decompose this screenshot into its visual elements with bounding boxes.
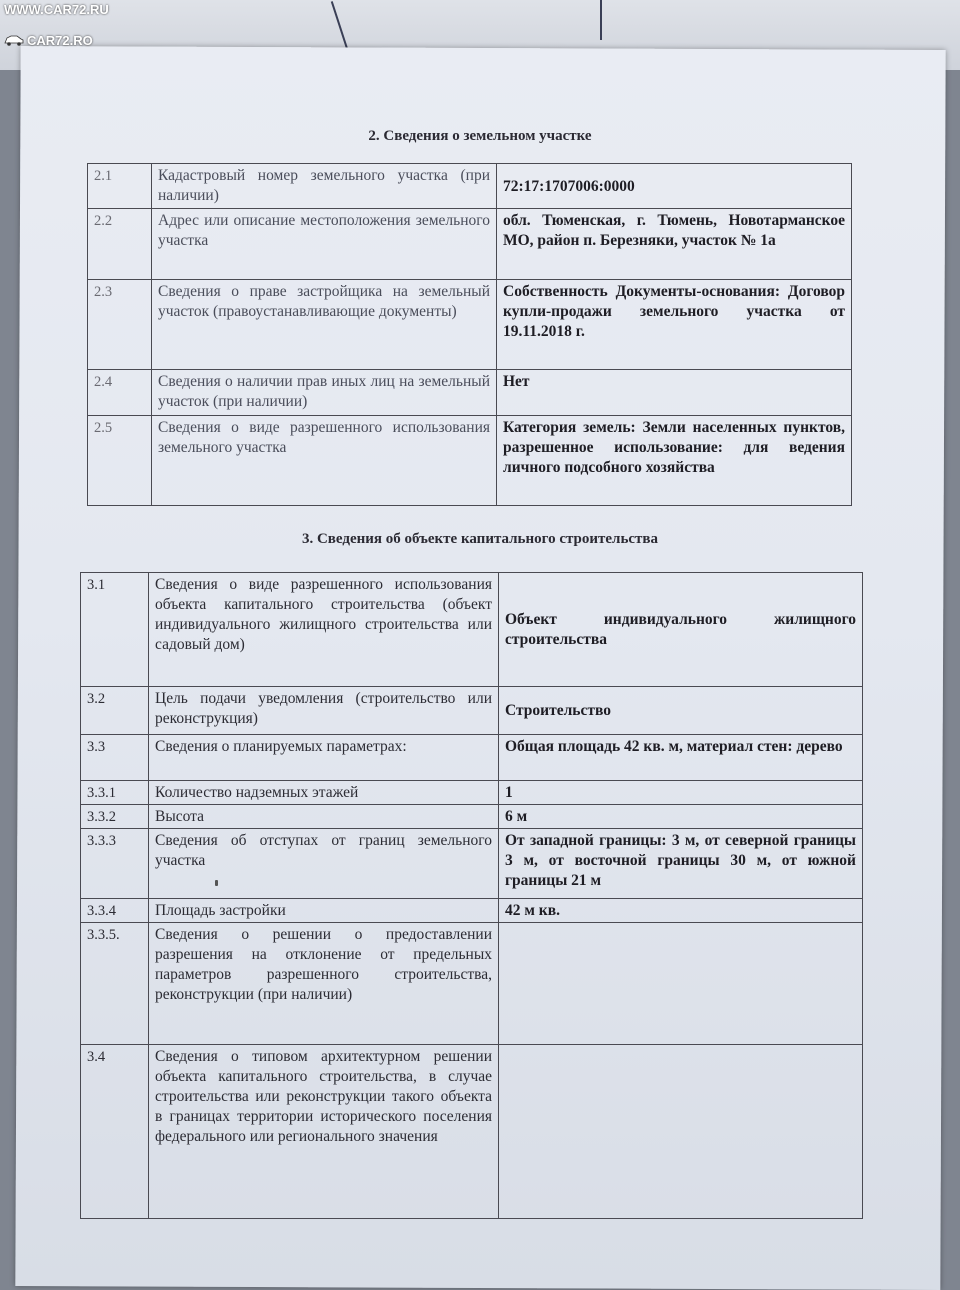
row-value: Строительство <box>499 687 863 735</box>
row-label: Сведения о наличии прав иных лиц на земельный участок (при наличии) <box>152 370 497 416</box>
row-number: 2.1 <box>88 164 152 209</box>
row-number: 2.2 <box>88 209 152 280</box>
row-label: Сведения о праве застройщика на земельный участок (правоустанавливающие документы) <box>152 280 497 370</box>
table-row <box>81 1045 863 1219</box>
row-value: Объект индивидуального жилищного строительства <box>499 573 863 687</box>
watermark-url: WWW.CAR72.RU <box>4 2 109 17</box>
watermark-logo <box>4 30 104 50</box>
table-row <box>81 687 863 735</box>
row-value: От западной границы: 3 м, от северной границы 3 м, от восточной границы 30 м, от южной границы 21 м <box>499 829 863 899</box>
row-number: 3.3.4 <box>81 899 149 923</box>
row-value: 1 <box>499 781 863 805</box>
row-value <box>499 923 863 1045</box>
construction-object-table <box>80 572 863 1219</box>
table-row <box>81 781 863 805</box>
row-value: 72:17:1707006:0000 <box>497 164 852 209</box>
row-value <box>499 1045 863 1219</box>
table-row <box>88 370 852 416</box>
row-number: 3.2 <box>81 687 149 735</box>
table-row <box>81 923 863 1045</box>
table-row <box>81 805 863 829</box>
table-row <box>81 735 863 781</box>
row-label: Сведения о планируемых параметрах: <box>149 735 499 781</box>
row-label: Сведения об отступах от границ земельного участка <box>149 829 499 899</box>
row-number: 3.3.3 <box>81 829 149 899</box>
pen-mark <box>600 0 602 40</box>
row-number: 3.3.2 <box>81 805 149 829</box>
table-row <box>88 416 852 506</box>
row-number: 3.4 <box>81 1045 149 1219</box>
section-2-title: 2. Сведения о земельном участке <box>368 128 592 144</box>
row-number: 3.3.1 <box>81 781 149 805</box>
row-number: 2.4 <box>88 370 152 416</box>
row-label: Сведения о виде разрешенного использования земельного участка <box>152 416 497 506</box>
row-label: Цель подачи уведомления (строительство или реконструкция) <box>149 687 499 735</box>
row-label: Высота <box>149 805 499 829</box>
row-label: Сведения о решении о предоставлении разрешения на отклонение от предельных параметров разрешенного строительства, реконструкции (при наличии) <box>149 923 499 1045</box>
row-number: 2.5 <box>88 416 152 506</box>
ink-dot <box>215 880 218 886</box>
row-label: Кадастровый номер земельного участка (при наличии) <box>152 164 497 209</box>
section-3-title: 3. Сведения об объекте капитального строительства <box>301 531 659 547</box>
row-value: Нет <box>497 370 852 416</box>
land-plot-table <box>87 163 852 506</box>
row-label: Адрес или описание местоположения земельного участка <box>152 209 497 280</box>
car-icon <box>4 34 24 46</box>
table-row <box>81 899 863 923</box>
row-value: обл. Тюменская, г. Тюмень, Новотарманское МО, район п. Березняки, участок № 1а <box>497 209 852 280</box>
row-label: Количество надземных этажей <box>149 781 499 805</box>
row-value: Собственность Документы-основания: Договор купли-продажи земельного участка от 19.11.2018 г. <box>497 280 852 370</box>
logo-text: CAR72.RO <box>27 32 93 48</box>
row-label: Сведения о виде разрешенного использования объекта капитального строительства (объект индивидуального жилищного строительства или садовый дом) <box>149 573 499 687</box>
row-number: 3.1 <box>81 573 149 687</box>
row-value: Категория земель: Земли населенных пунктов, разрешенное использование: для ведения личного подсобного хозяйства <box>497 416 852 506</box>
table-row <box>88 209 852 280</box>
row-value: 42 м кв. <box>499 899 863 923</box>
row-number: 3.3 <box>81 735 149 781</box>
row-value: 6 м <box>499 805 863 829</box>
row-label: Площадь застройки <box>149 899 499 923</box>
row-value: Общая площадь 42 кв. м, материал стен: дерево <box>499 735 863 781</box>
table-row <box>88 280 852 370</box>
table-row <box>88 164 852 209</box>
row-number: 2.3 <box>88 280 152 370</box>
table-row <box>81 829 863 899</box>
table-row <box>81 573 863 687</box>
row-number: 3.3.5. <box>81 923 149 1045</box>
row-label: Сведения о типовом архитектурном решении объекта капитального строительства, в случае строительства или реконструкции такого объекта в границах территории исторического поселения федерального или регионального значения <box>149 1045 499 1219</box>
